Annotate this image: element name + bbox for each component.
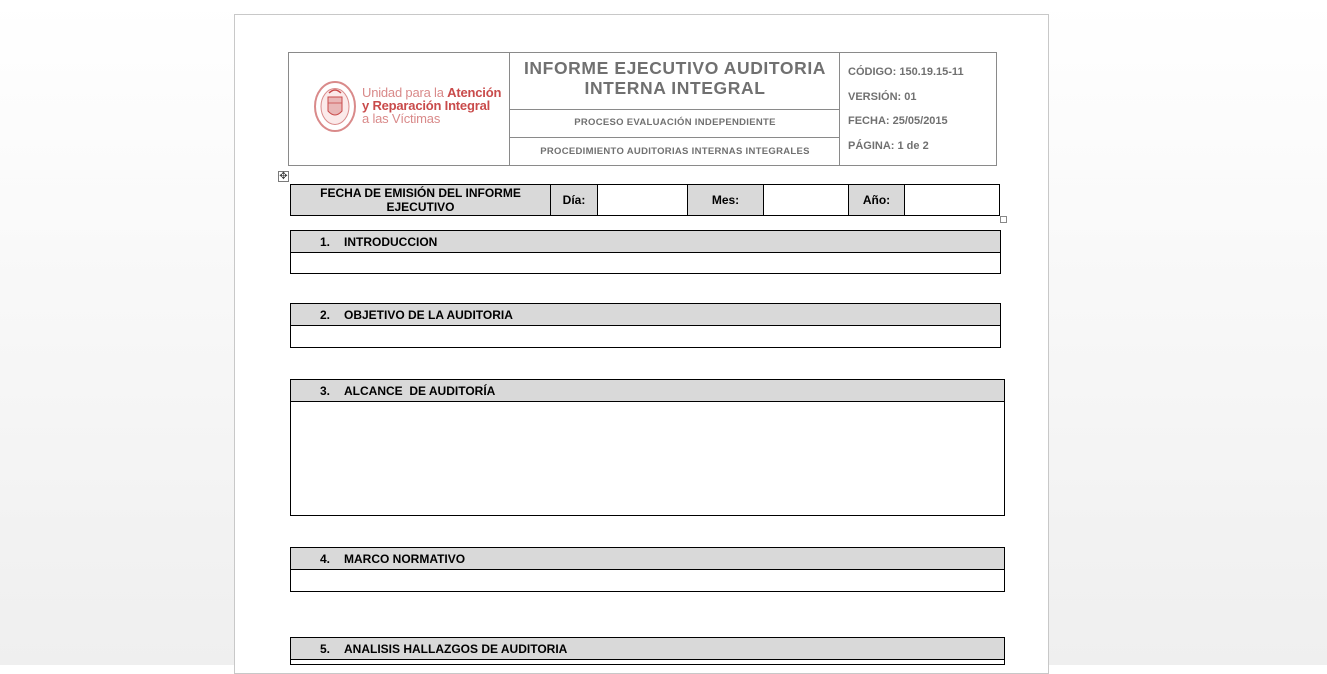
section-number: 3. [319,383,330,398]
code-label: CÓDIGO: 150.19.15-11 [848,66,964,78]
section-header-marco-normativo [290,547,1005,570]
section-number: 1. [319,234,330,249]
day-field[interactable] [597,184,688,216]
section-title: ALCANCE DE AUDITORÍA [344,383,496,398]
day-label: Día: [550,184,598,216]
table-resize-handle[interactable] [1000,216,1007,223]
section-title: OBJETIVO DE LA AUDITORIA [344,307,513,322]
section-title: ANALISIS HALLAZGOS DE AUDITORIA [344,641,568,656]
month-field[interactable] [763,184,849,216]
date-label: FECHA: 25/05/2015 [848,115,948,127]
logo-line-1-bold: Atención [447,85,502,100]
section-body-alcance[interactable] [290,402,1005,516]
section-body-objetivo[interactable] [290,326,1001,348]
coat-of-arms-logo-icon [314,81,356,132]
section-title: MARCO NORMATIVO [344,551,466,566]
section-header-introduccion [290,230,1001,253]
section-header-hallazgos [290,637,1005,660]
section-number: 5. [319,641,330,656]
year-field[interactable] [904,184,1000,216]
emission-date-label: FECHA DE EMISIÓN DEL INFORME EJECUTIVO [290,184,551,216]
title-line-1: INFORME EJECUTIVO AUDITORIA [523,58,827,78]
logo-wordmark [362,86,501,125]
section-body-introduccion[interactable] [290,253,1001,274]
logo-line-2: y Reparación Integral [362,98,491,113]
section-body-hallazgos[interactable] [290,660,1005,665]
section-number: 2. [319,307,330,322]
logo-line-3: a las Víctimas [362,111,441,126]
page-label: PÁGINA: 1 de 2 [848,140,929,152]
document-title [510,58,840,98]
section-number: 4. [319,551,330,566]
version-label: VERSIÓN: 01 [848,91,917,103]
year-label: Año: [848,184,905,216]
section-header-alcance [290,379,1005,402]
table-move-handle-icon[interactable]: ✥ [279,171,288,182]
process-label: PROCESO EVALUACIÓN INDEPENDIENTE [574,117,776,128]
section-header-objetivo [290,303,1001,326]
section-body-marco-normativo[interactable] [290,570,1005,592]
title-line-2: INTERNA INTEGRAL [584,78,766,98]
header-divider [510,109,840,110]
month-label: Mes: [687,184,764,216]
section-title: INTRODUCCION [344,234,438,249]
logo-line-1: Unidad para la [362,85,448,100]
header-divider [510,137,840,138]
procedure-label: PROCEDIMIENTO AUDITORIAS INTERNAS INTEGRALES [540,146,810,157]
